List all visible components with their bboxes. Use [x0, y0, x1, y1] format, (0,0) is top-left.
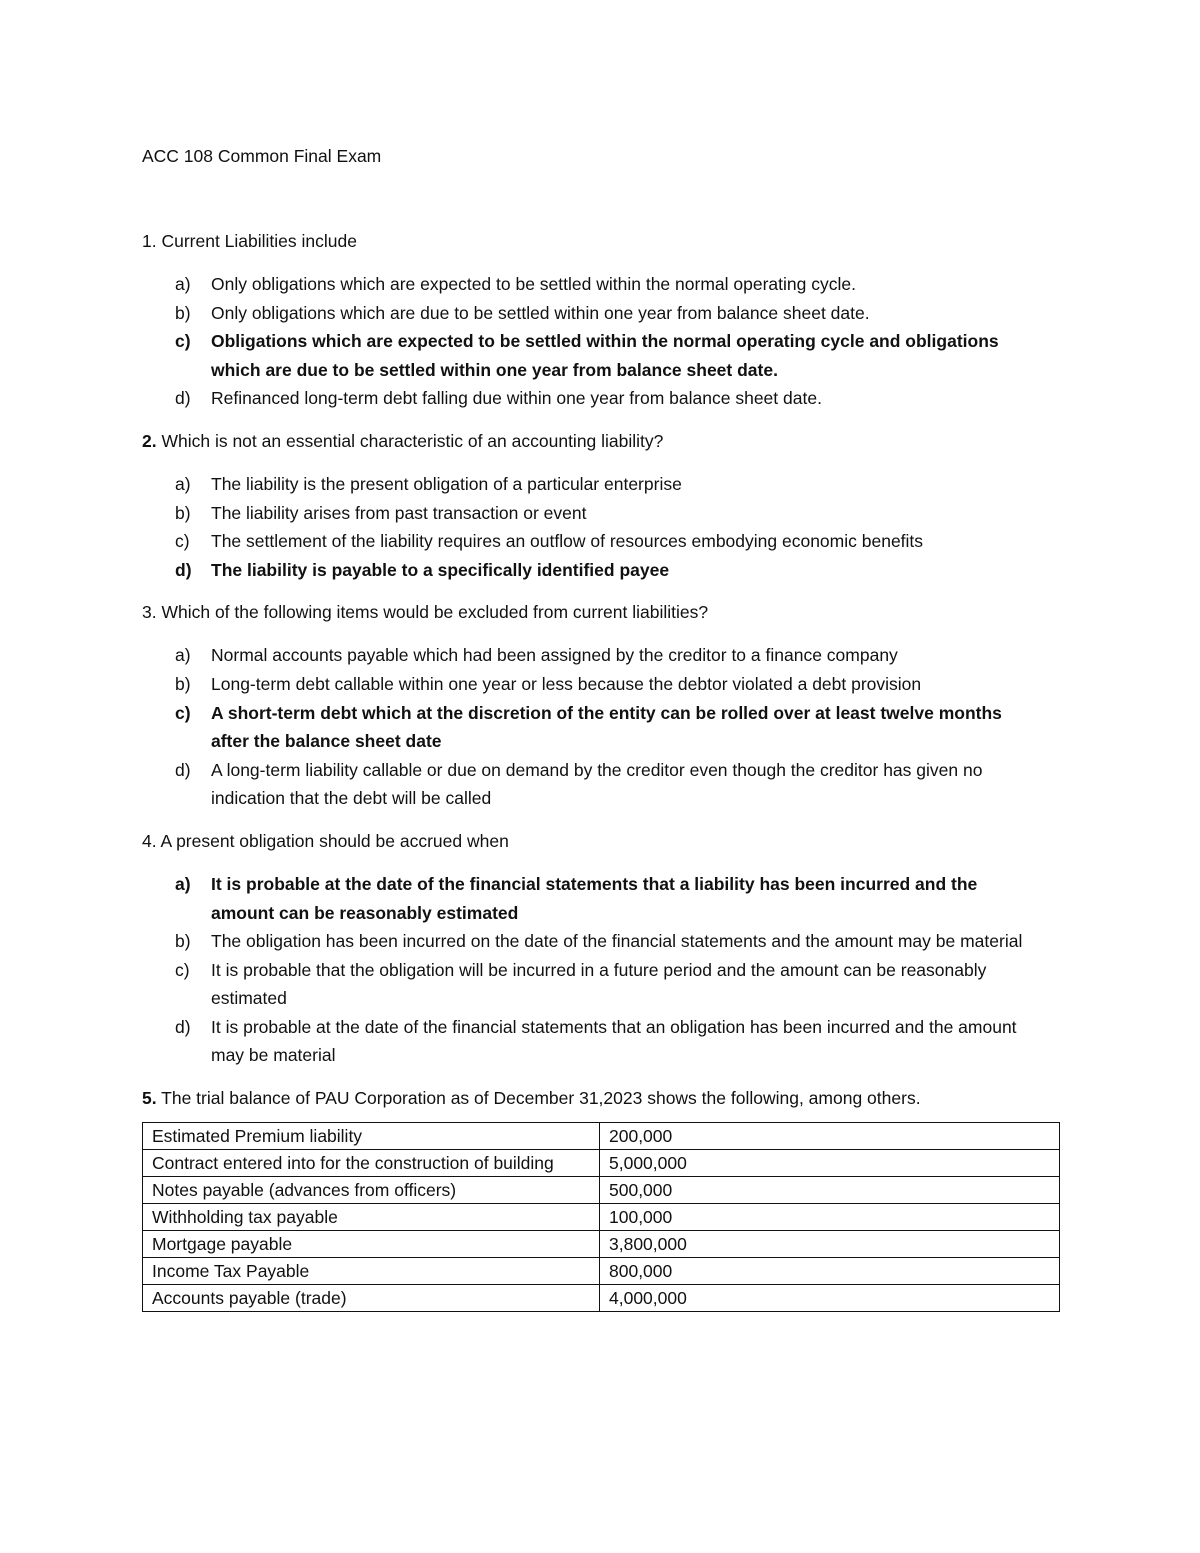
answer-options	[142, 641, 1062, 813]
question-number: 4.	[142, 830, 157, 851]
option-letter: c)	[175, 959, 190, 980]
answer-options	[142, 270, 1062, 413]
table-row	[143, 1258, 1060, 1285]
answer-option	[142, 527, 1062, 556]
amount-cell: 5,000,000	[600, 1150, 1060, 1177]
option-letter: c)	[175, 702, 191, 723]
question-prompt: A present obligation should be accrued when	[156, 830, 509, 851]
option-text: The liability is the present obligation of a particular enterprise	[211, 473, 682, 494]
answer-option	[142, 470, 1062, 499]
amount-cell: 100,000	[600, 1204, 1060, 1231]
answer-option	[142, 870, 1062, 927]
option-letter: b)	[175, 502, 191, 523]
answer-option	[142, 499, 1062, 528]
question-5	[142, 1084, 1062, 1312]
option-text: It is probable at the date of the financial statements that a liability has been incurred and the amount can be reasonably estimated	[211, 873, 978, 923]
question-prompt: Current Liabilities include	[156, 231, 357, 251]
option-text: Normal accounts payable which had been assigned by the creditor to a finance company	[211, 645, 898, 666]
option-text: It is probable that the obligation will be incurred in a future period and the amount can be reasonably estimated	[211, 959, 987, 1009]
question-3	[142, 598, 1062, 813]
option-letter: a)	[175, 873, 191, 894]
option-text: The settlement of the liability requires an outflow of resources embodying economic benefits	[211, 531, 924, 552]
amount-cell: 500,000	[600, 1177, 1060, 1204]
option-text: Refinanced long-term debt falling due within one year from balance sheet date.	[211, 388, 822, 409]
option-text: Long-term debt callable within one year or less because the debtor violated a debt provision	[211, 673, 922, 694]
table-row	[143, 1204, 1060, 1231]
option-letter: b)	[175, 673, 191, 694]
table-row	[143, 1177, 1060, 1204]
answer-option	[142, 384, 1062, 413]
table-row	[143, 1123, 1060, 1150]
question-4-text	[142, 827, 1062, 855]
option-text: A short-term debt which at the discretion of the entity can be rolled over at least twelve months after the balance sheet date	[211, 702, 1002, 752]
answer-option	[142, 1013, 1062, 1070]
question-3-text	[142, 598, 1062, 626]
trial-balance-table	[142, 1122, 1060, 1312]
option-letter: a)	[175, 645, 191, 666]
option-text: The liability is payable to a specifically identified payee	[211, 559, 670, 580]
question-prompt: The trial balance of PAU Corporation as of December 31,2023 shows the following, among others.	[156, 1088, 921, 1109]
option-letter: a)	[175, 274, 191, 294]
table-row	[143, 1285, 1060, 1312]
option-letter: d)	[175, 1016, 191, 1037]
question-2	[142, 427, 1062, 584]
option-letter: d)	[175, 559, 192, 580]
table-row	[143, 1231, 1060, 1258]
answer-option	[142, 670, 1062, 699]
amount-cell: 4,000,000	[600, 1285, 1060, 1312]
account-name-cell: Contract entered into for the construction of building	[143, 1150, 600, 1177]
question-5-text	[142, 1084, 1062, 1112]
answer-option	[142, 556, 1062, 585]
account-name-cell: Mortgage payable	[143, 1231, 600, 1258]
question-1	[142, 227, 1062, 413]
option-letter: d)	[175, 759, 191, 780]
answer-option	[142, 756, 1062, 813]
table-row	[143, 1150, 1060, 1177]
answer-options	[142, 870, 1062, 1070]
answer-option	[142, 927, 1062, 956]
answer-option	[142, 270, 1062, 299]
amount-cell: 3,800,000	[600, 1231, 1060, 1258]
option-letter: a)	[175, 473, 191, 494]
amount-cell: 200,000	[600, 1123, 1060, 1150]
option-text: Only obligations which are due to be settled within one year from balance sheet date.	[211, 302, 870, 323]
option-letter: d)	[175, 388, 191, 409]
answer-options	[142, 470, 1062, 584]
option-text: The liability arises from past transaction or event	[211, 502, 587, 523]
question-number: 2.	[142, 430, 157, 451]
exam-title: ACC 108 Common Final Exam	[142, 146, 382, 166]
question-4	[142, 827, 1062, 1070]
option-letter: c)	[175, 531, 190, 552]
account-name-cell: Income Tax Payable	[143, 1258, 600, 1285]
question-number: 1.	[142, 231, 157, 251]
option-text: Only obligations which are expected to be settled within the normal operating cycle.	[211, 274, 856, 294]
account-name-cell: Estimated Premium liability	[143, 1123, 600, 1150]
answer-option	[142, 327, 1062, 384]
answer-option	[142, 299, 1062, 328]
answer-option	[142, 641, 1062, 670]
question-number: 3.	[142, 602, 157, 623]
account-name-cell: Notes payable (advances from officers)	[143, 1177, 600, 1204]
question-2-text	[142, 427, 1062, 455]
exam-document	[142, 142, 1062, 1312]
option-letter: b)	[175, 302, 191, 323]
option-text: It is probable at the date of the financial statements that an obligation has been incurred and the amount may be material	[211, 1016, 1017, 1066]
option-text: The obligation has been incurred on the date of the financial statements and the amount may be material	[211, 931, 1023, 952]
question-1-text	[142, 227, 1062, 255]
option-letter: c)	[175, 331, 191, 352]
question-list	[142, 227, 1062, 1070]
answer-option	[142, 699, 1062, 756]
question-number: 5.	[142, 1088, 157, 1109]
option-text: A long-term liability callable or due on demand by the creditor even though the creditor has given no indication that the debt will be called	[211, 759, 983, 809]
option-letter: b)	[175, 931, 191, 952]
answer-option	[142, 956, 1062, 1013]
amount-cell: 800,000	[600, 1258, 1060, 1285]
account-name-cell: Accounts payable (trade)	[143, 1285, 600, 1312]
option-text: Obligations which are expected to be settled within the normal operating cycle and obligations which are due to be settled within one year from balance sheet date.	[211, 331, 999, 380]
question-prompt: Which of the following items would be excluded from current liabilities?	[156, 602, 709, 623]
question-prompt: Which is not an essential characteristic of an accounting liability?	[156, 430, 664, 451]
account-name-cell: Withholding tax payable	[143, 1204, 600, 1231]
